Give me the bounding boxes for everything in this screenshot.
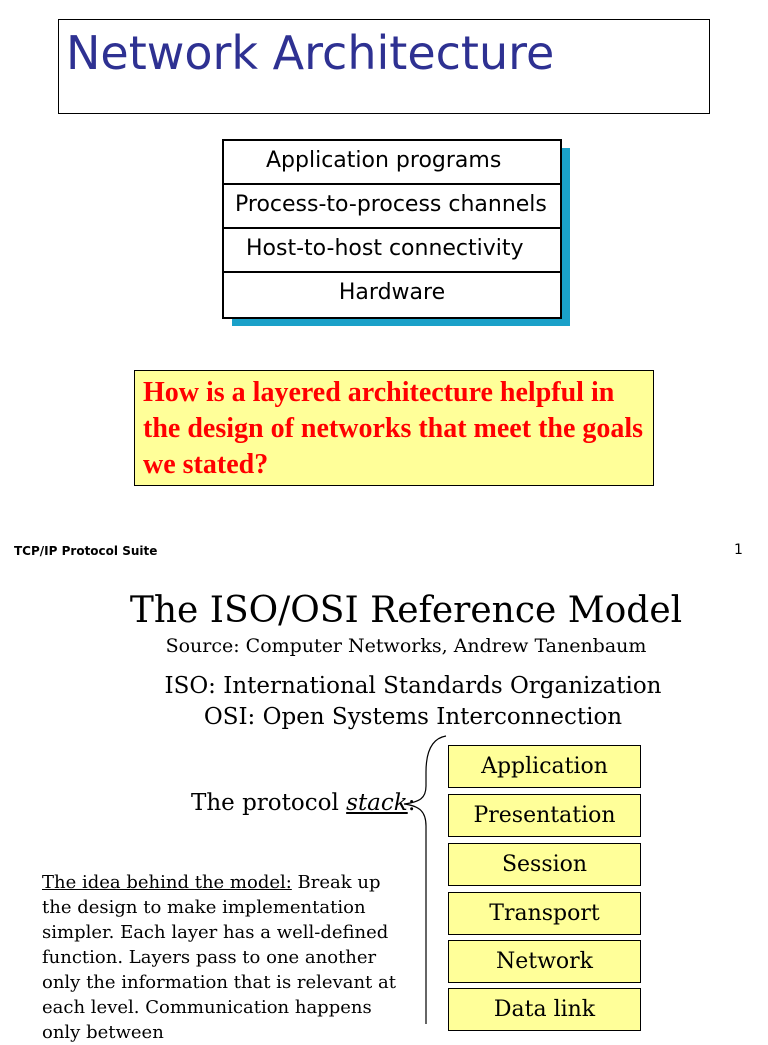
idea-body: Break up the design to make implementation simpler. Each layer has a well-defined function. Layers pass to one another only the information that is relevant at each level. Communication happens only between — [42, 872, 396, 1043]
osi-layer-session: Session — [448, 843, 641, 886]
osi-source: Source: Computer Networks, Andrew Tanenbaum — [165, 635, 647, 657]
slide-title: Network Architecture — [66, 26, 555, 80]
osi-layer-network: Network — [448, 940, 641, 983]
osi-layer-transport: Transport — [448, 892, 641, 935]
protocol-stack-label — [191, 790, 415, 816]
curly-brace — [398, 734, 448, 1024]
stack-label-suffix: : — [407, 790, 416, 816]
iso-definition: ISO: International Standards Organization — [164, 673, 662, 699]
layer-stack — [222, 139, 562, 319]
idea-heading: The idea behind the model: — [42, 872, 292, 893]
slide-title-box — [58, 19, 710, 114]
stack-layer-host: Host-to-host connectivity — [224, 229, 560, 273]
osi-definition: OSI: Open Systems Interconnection — [203, 704, 623, 730]
page-number: 1 — [734, 542, 743, 558]
question-callout: How is a layered architecture helpful in the design of networks that meet the goals we stated? — [134, 370, 654, 486]
stack-label-prefix: The protocol — [191, 790, 347, 816]
osi-layer-presentation: Presentation — [448, 794, 641, 837]
osi-layer-application: Application — [448, 745, 641, 788]
osi-title: The ISO/OSI Reference Model — [129, 590, 683, 631]
footer-title: TCP/IP Protocol Suite — [14, 544, 158, 558]
stack-label-word: stack — [346, 790, 408, 816]
stack-layer-hardware: Hardware — [338, 280, 446, 305]
stack-layer-application: Application programs — [224, 141, 560, 185]
stack-layer-process: Process-to-process channels — [224, 185, 560, 229]
idea-paragraph — [42, 870, 402, 1045]
osi-layer-data-link: Data link — [448, 988, 641, 1031]
